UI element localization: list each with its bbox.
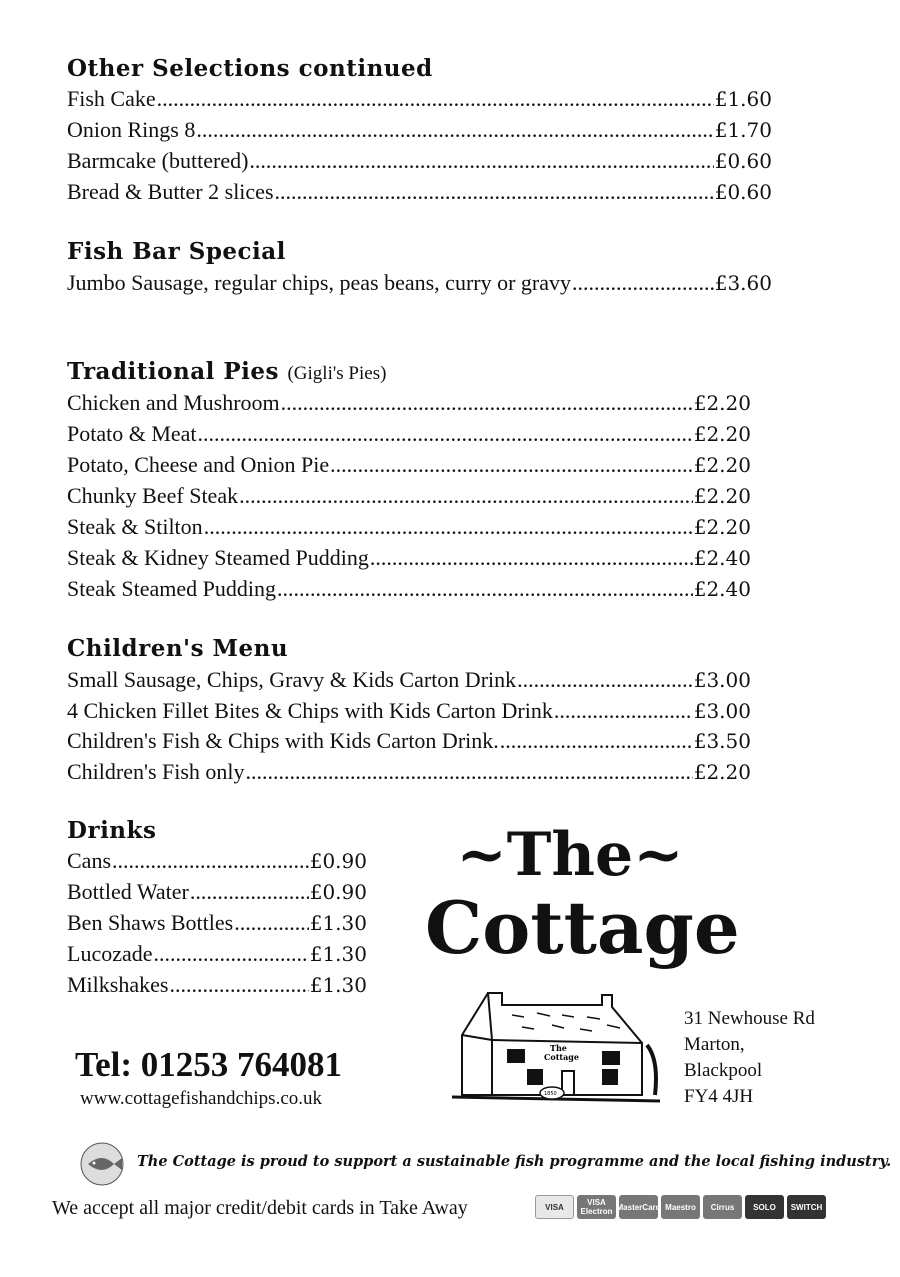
address-block: 31 Newhouse Rd Marton, Blackpool FY4 4JH	[684, 1008, 815, 1107]
menu-item: Potato & Meat ..... £2.20	[67, 421, 751, 451]
sustainability-statement: The Cottage is proud to support a sustainable fish programme and the local fishing industry.	[137, 1153, 892, 1170]
sustainable-fish-logo	[80, 1142, 124, 1186]
menu-item: Steak & Stilton ..... £2.20	[67, 514, 751, 544]
menu-item: Jumbo Sausage, regular chips, peas beans, curry or gravy ..... £3.60	[67, 270, 772, 300]
sign-the: The	[550, 1043, 567, 1053]
visa-card-icon: VISA	[535, 1195, 574, 1219]
other-selections-title: Other Selections continued	[67, 55, 433, 82]
menu-item: Cans ..... £0.90	[67, 848, 367, 878]
sign-cottage: Cottage	[544, 1052, 579, 1062]
sign-year: 1850	[544, 1091, 557, 1097]
switch-card-icon: SWITCH	[787, 1195, 826, 1219]
logo-the: ~The~	[456, 820, 684, 890]
traditional-pies-title: Traditional Pies (Gigli's Pies)	[67, 358, 387, 385]
menu-item: Steak Steamed Pudding ..... £2.40	[67, 576, 751, 606]
card-logos	[535, 1195, 826, 1219]
visa-electron-card-icon: VISA Electron	[577, 1195, 616, 1219]
logo-cottage: Cottage	[425, 885, 740, 970]
menu-item: Children's Fish & Chips with Kids Carton Drink. ..... £3.50	[67, 728, 751, 758]
payment-statement: We accept all major credit/debit cards in Take Away	[52, 1197, 468, 1219]
menu-item: Lucozade ..... £1.30	[67, 941, 367, 971]
menu-item: Small Sausage, Chips, Gravy & Kids Carton Drink ..... £3.00	[67, 667, 751, 697]
childrens-menu-title: Children's Menu	[67, 635, 289, 662]
menu-item: Chicken and Mushroom ..... £2.20	[67, 390, 751, 420]
menu-item: Potato, Cheese and Onion Pie ..... £2.20	[67, 452, 751, 482]
menu-item: Onion Rings 8 ..... £1.70	[67, 117, 772, 147]
drinks-title: Drinks	[67, 817, 157, 844]
fish-bar-special-title: Fish Bar Special	[67, 238, 286, 265]
maestro-card-icon: Maestro	[661, 1195, 700, 1219]
website-link[interactable]: www.cottagefishandchips.co.uk	[80, 1088, 323, 1109]
cirrus-card-icon: Cirrus	[703, 1195, 742, 1219]
menu-item: Barmcake (buttered) ..... £0.60	[67, 148, 772, 178]
menu-item: Fish Cake ..... £1.60	[67, 86, 772, 116]
menu-item: Bread & Butter 2 slices ..... £0.60	[67, 179, 772, 209]
cottage-illustration	[452, 985, 660, 1115]
menu-item: Chunky Beef Steak ..... £2.20	[67, 483, 751, 513]
menu-item: Steak & Kidney Steamed Pudding ..... £2.40	[67, 545, 751, 575]
menu-item: Ben Shaws Bottles ..... £1.30	[67, 910, 367, 940]
menu-item: Milkshakes ..... £1.30	[67, 972, 367, 1002]
telephone: Tel: 01253 764081	[75, 1045, 343, 1084]
menu-item: Children's Fish only ..... £2.20	[67, 759, 751, 789]
menu-item: 4 Chicken Fillet Bites & Chips with Kids Carton Drink ..... £3.00	[67, 698, 751, 728]
solo-card-icon: SOLO	[745, 1195, 784, 1219]
menu-item: Bottled Water ..... £0.90	[67, 879, 367, 909]
mastercard-card-icon: MasterCard	[619, 1195, 658, 1219]
